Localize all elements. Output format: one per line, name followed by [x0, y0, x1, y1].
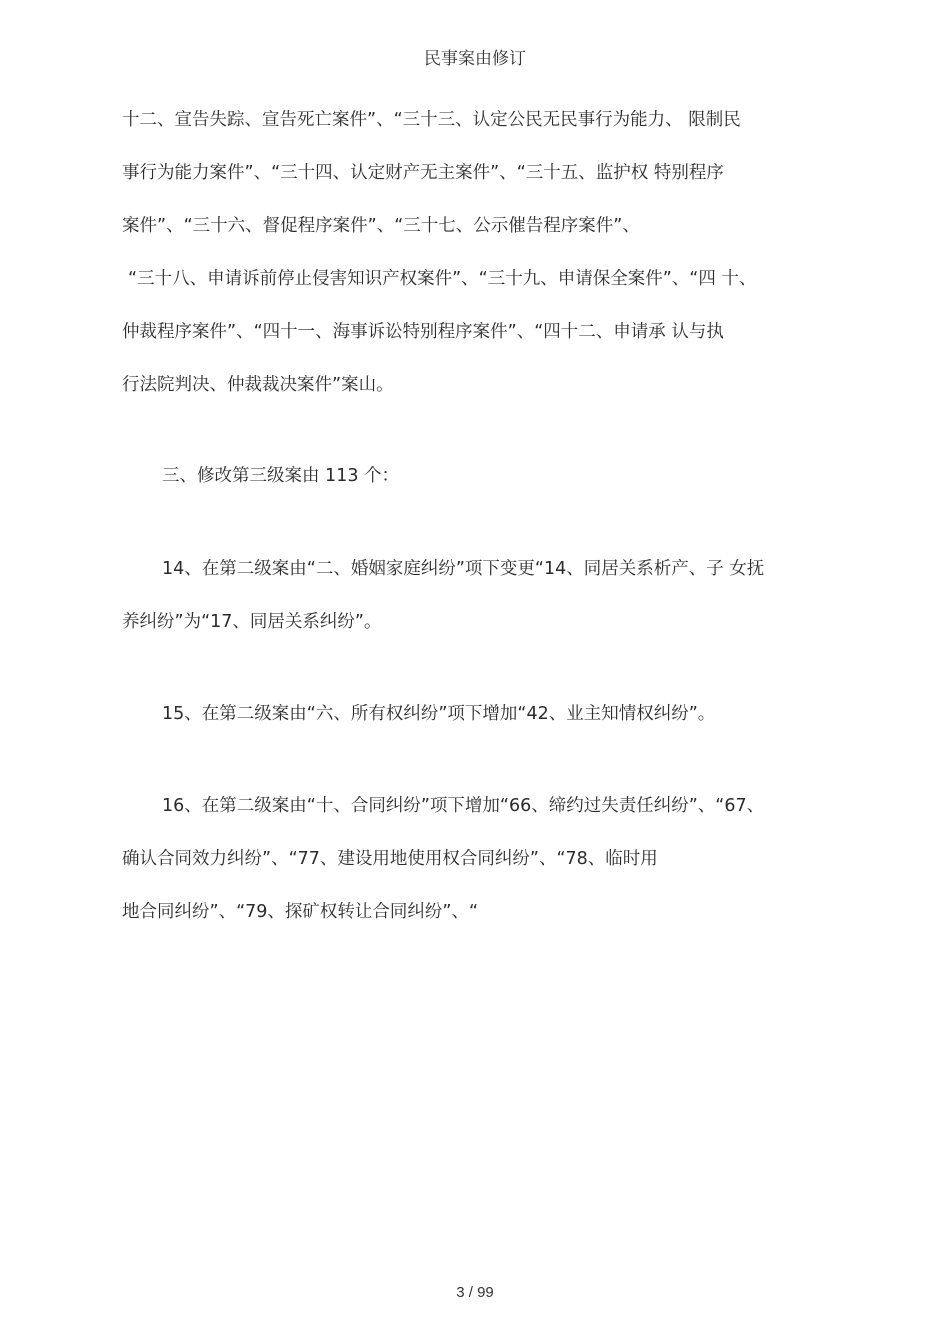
body-line-6: 行法院判决、仲裁裁决案件”案山。	[122, 375, 394, 395]
item-16-line-3: 地合同纠纷”、“79、探矿权转让合同纠纷”、“	[122, 902, 479, 922]
page-header-title: 民事案由修订	[424, 49, 526, 69]
body-line-1: 十二、宣告失踪、宣告死亡案件”、“三十三、认定公民无民事行为能力、 限制民	[122, 110, 741, 130]
section-heading-3: 三、修改第三级案由 113 个：	[162, 466, 400, 486]
item-16-line-1: 16、在第二级案由“十、合同纠纷”项下增加“66、缔约过失责任纠纷”、“67、	[162, 796, 765, 816]
item-16-line-2: 确认合同效力纠纷”、“77、建设用地使用权合同纠纷”、“78、临时用	[122, 849, 658, 869]
body-line-4: “三十八、申请诉前停止侵害知识产权案件”、“三十九、申请保全案件”、“四 十、	[128, 269, 757, 289]
body-line-5: 仲裁程序案件”、“四十一、海事诉讼特别程序案件”、“四十二、申请承 认与执	[122, 322, 724, 342]
body-line-3: 案件”、“三十六、督促程序案件”、“三十七、公示催告程序案件”、	[122, 216, 640, 236]
item-15-line-1: 15、在第二级案由“六、所有权纠纷”项下增加“42、业主知情权纠纷”。	[162, 704, 716, 724]
page-number: 3 / 99	[456, 1284, 494, 1301]
body-line-2: 事行为能力案件”、“三十四、认定财产无主案件”、“三十五、监护权 特别程序	[122, 163, 724, 183]
item-14-line-1: 14、在第二级案由“二、婚姻家庭纠纷”项下变更“14、同居关系析产、子 女抚	[162, 559, 765, 579]
item-14-line-2: 养纠纷”为“17、同居关系纠纷”。	[122, 612, 382, 632]
